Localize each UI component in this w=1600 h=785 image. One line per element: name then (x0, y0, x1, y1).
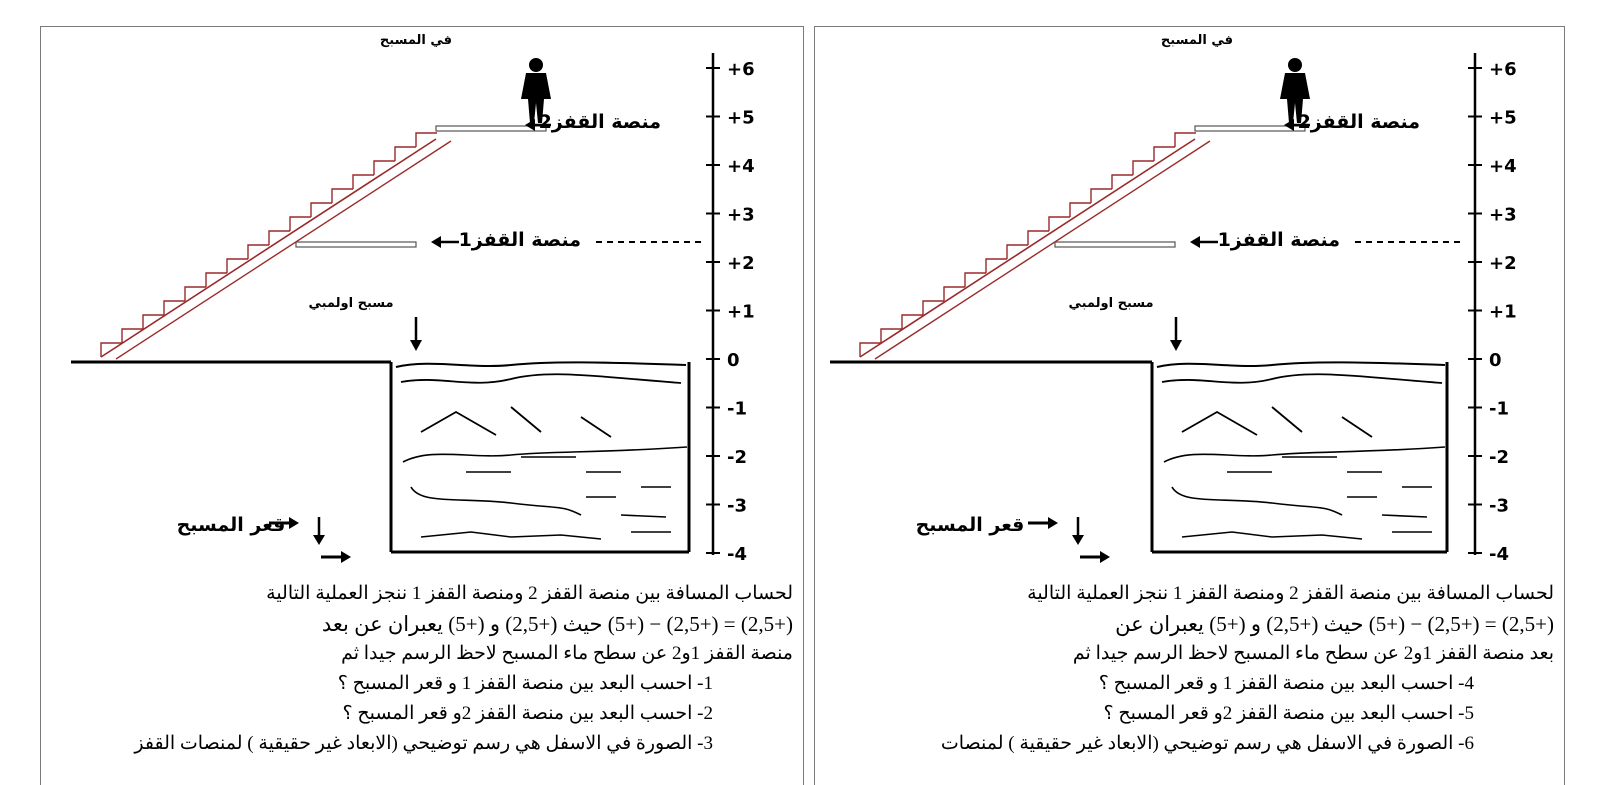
scale-tick-label: +5 (727, 107, 755, 129)
scale-tick-label: -1 (1489, 398, 1509, 420)
formula-continuation: بعد منصة القفز 1و2 عن سطح ماء المسبح لاحظ الرسم جيدا ثم (1072, 643, 1554, 664)
formula-continuation: منصة القفز 1و2 عن سطح ماء المسبح لاحظ الرسم جيدا ثم (341, 643, 793, 664)
arrow-icon (321, 551, 351, 563)
scale-tick-label: -2 (1489, 447, 1509, 468)
scale-tick-label: 0 (1489, 350, 1502, 371)
label-olympic-pool: مسبح اولمبي (308, 296, 394, 311)
pool (71, 362, 689, 552)
platform-1 (296, 242, 416, 247)
question-item: 5- احسب البعد بين منصة القفز 2و قعر المسبح ؟ (1103, 703, 1474, 724)
scale-tick-label: +2 (1489, 253, 1517, 274)
scale-tick-label: -1 (727, 398, 747, 420)
arrow-icon (1190, 236, 1218, 248)
staircase (860, 133, 1210, 359)
diagram-title: في المسبح (1160, 33, 1234, 48)
arrow-down-icon (410, 317, 422, 351)
scale-tick-label: -3 (727, 495, 747, 517)
exercise-text (53, 579, 793, 759)
label-olympic-pool: مسبح اولمبي (1068, 296, 1154, 311)
intro-line: لحساب المسافة بين منصة القفز 2 ومنصة القفز 1 ننجز العملية التالية (1027, 583, 1554, 604)
arrow-icon (1080, 551, 1110, 563)
arrow-icon (1028, 517, 1058, 529)
scale-tick-label: 0 (727, 350, 740, 371)
scale-tick-label: -4 (1489, 544, 1509, 565)
label-platform-2: منصة القفز2 (538, 111, 661, 133)
platform-1 (1055, 242, 1175, 247)
pool-diagram (41, 27, 805, 567)
question-item: 3- الصورة في الاسفل هي رسم توضيحي (الابعاد غير حقيقية ) لمنصات القفز (134, 733, 713, 754)
arrow-down-icon (1072, 517, 1084, 545)
formula-line: (+2,5) = (+2,5) − (+5) حيث (+2,5) و (+5) يعبران عن (1115, 612, 1554, 636)
intro-line: لحساب المسافة بين منصة القفز 2 ومنصة القفز 1 ننجز العملية التالية (266, 583, 793, 604)
diagram-title: في المسبح (379, 33, 453, 48)
scale-tick-label: -3 (1489, 495, 1509, 517)
formula-line: (+2,5) = (+2,5) − (+5) حيث (+2,5) و (+5) يعبران عن بعد (321, 612, 793, 636)
question-item: 1- احسب البعد بين منصة القفز 1 و قعر المسبح ؟ (337, 673, 713, 694)
scale-tick-label: +6 (727, 59, 755, 80)
staircase (101, 133, 451, 359)
scale-tick-label: +2 (727, 253, 755, 274)
label-platform-1: منصة القفز1 (1217, 229, 1340, 251)
scale-tick-label: +3 (1489, 204, 1517, 226)
question-item: 4- احسب البعد بين منصة القفز 1 و قعر المسبح ؟ (1098, 673, 1474, 694)
arrow-down-icon (313, 517, 325, 545)
label-platform-1: منصة القفز1 (458, 229, 581, 251)
scale-tick-label: +1 (1489, 301, 1517, 323)
scale-tick-label: +3 (727, 204, 755, 226)
pool-diagram (815, 27, 1566, 567)
arrow-icon (431, 236, 459, 248)
question-item: 6- الصورة في الاسفل هي رسم توضيحي (الابعاد غير حقيقية ) لمنصات (940, 733, 1474, 754)
arrow-down-icon (1170, 317, 1182, 351)
label-platform-2: منصة القفز2 (1297, 111, 1420, 133)
scale-tick-label: +4 (727, 156, 755, 177)
worksheet-panel-left (40, 26, 804, 785)
question-item: 2- احسب البعد بين منصة القفز 2و قعر المسبح ؟ (342, 703, 713, 724)
scale-tick-label: -4 (727, 544, 747, 565)
label-pool-bottom: قعر المسبح (176, 514, 286, 536)
exercise-text (824, 579, 1554, 759)
scale-tick-label: +6 (1489, 59, 1517, 80)
scale-tick-label: -2 (727, 447, 747, 468)
scale-tick-label: +5 (1489, 107, 1517, 129)
scale-tick-label: +4 (1489, 156, 1517, 177)
label-pool-bottom: قعر المسبح (915, 514, 1025, 536)
scale-tick-label: +1 (727, 301, 755, 323)
worksheet-panel-right (814, 26, 1565, 785)
